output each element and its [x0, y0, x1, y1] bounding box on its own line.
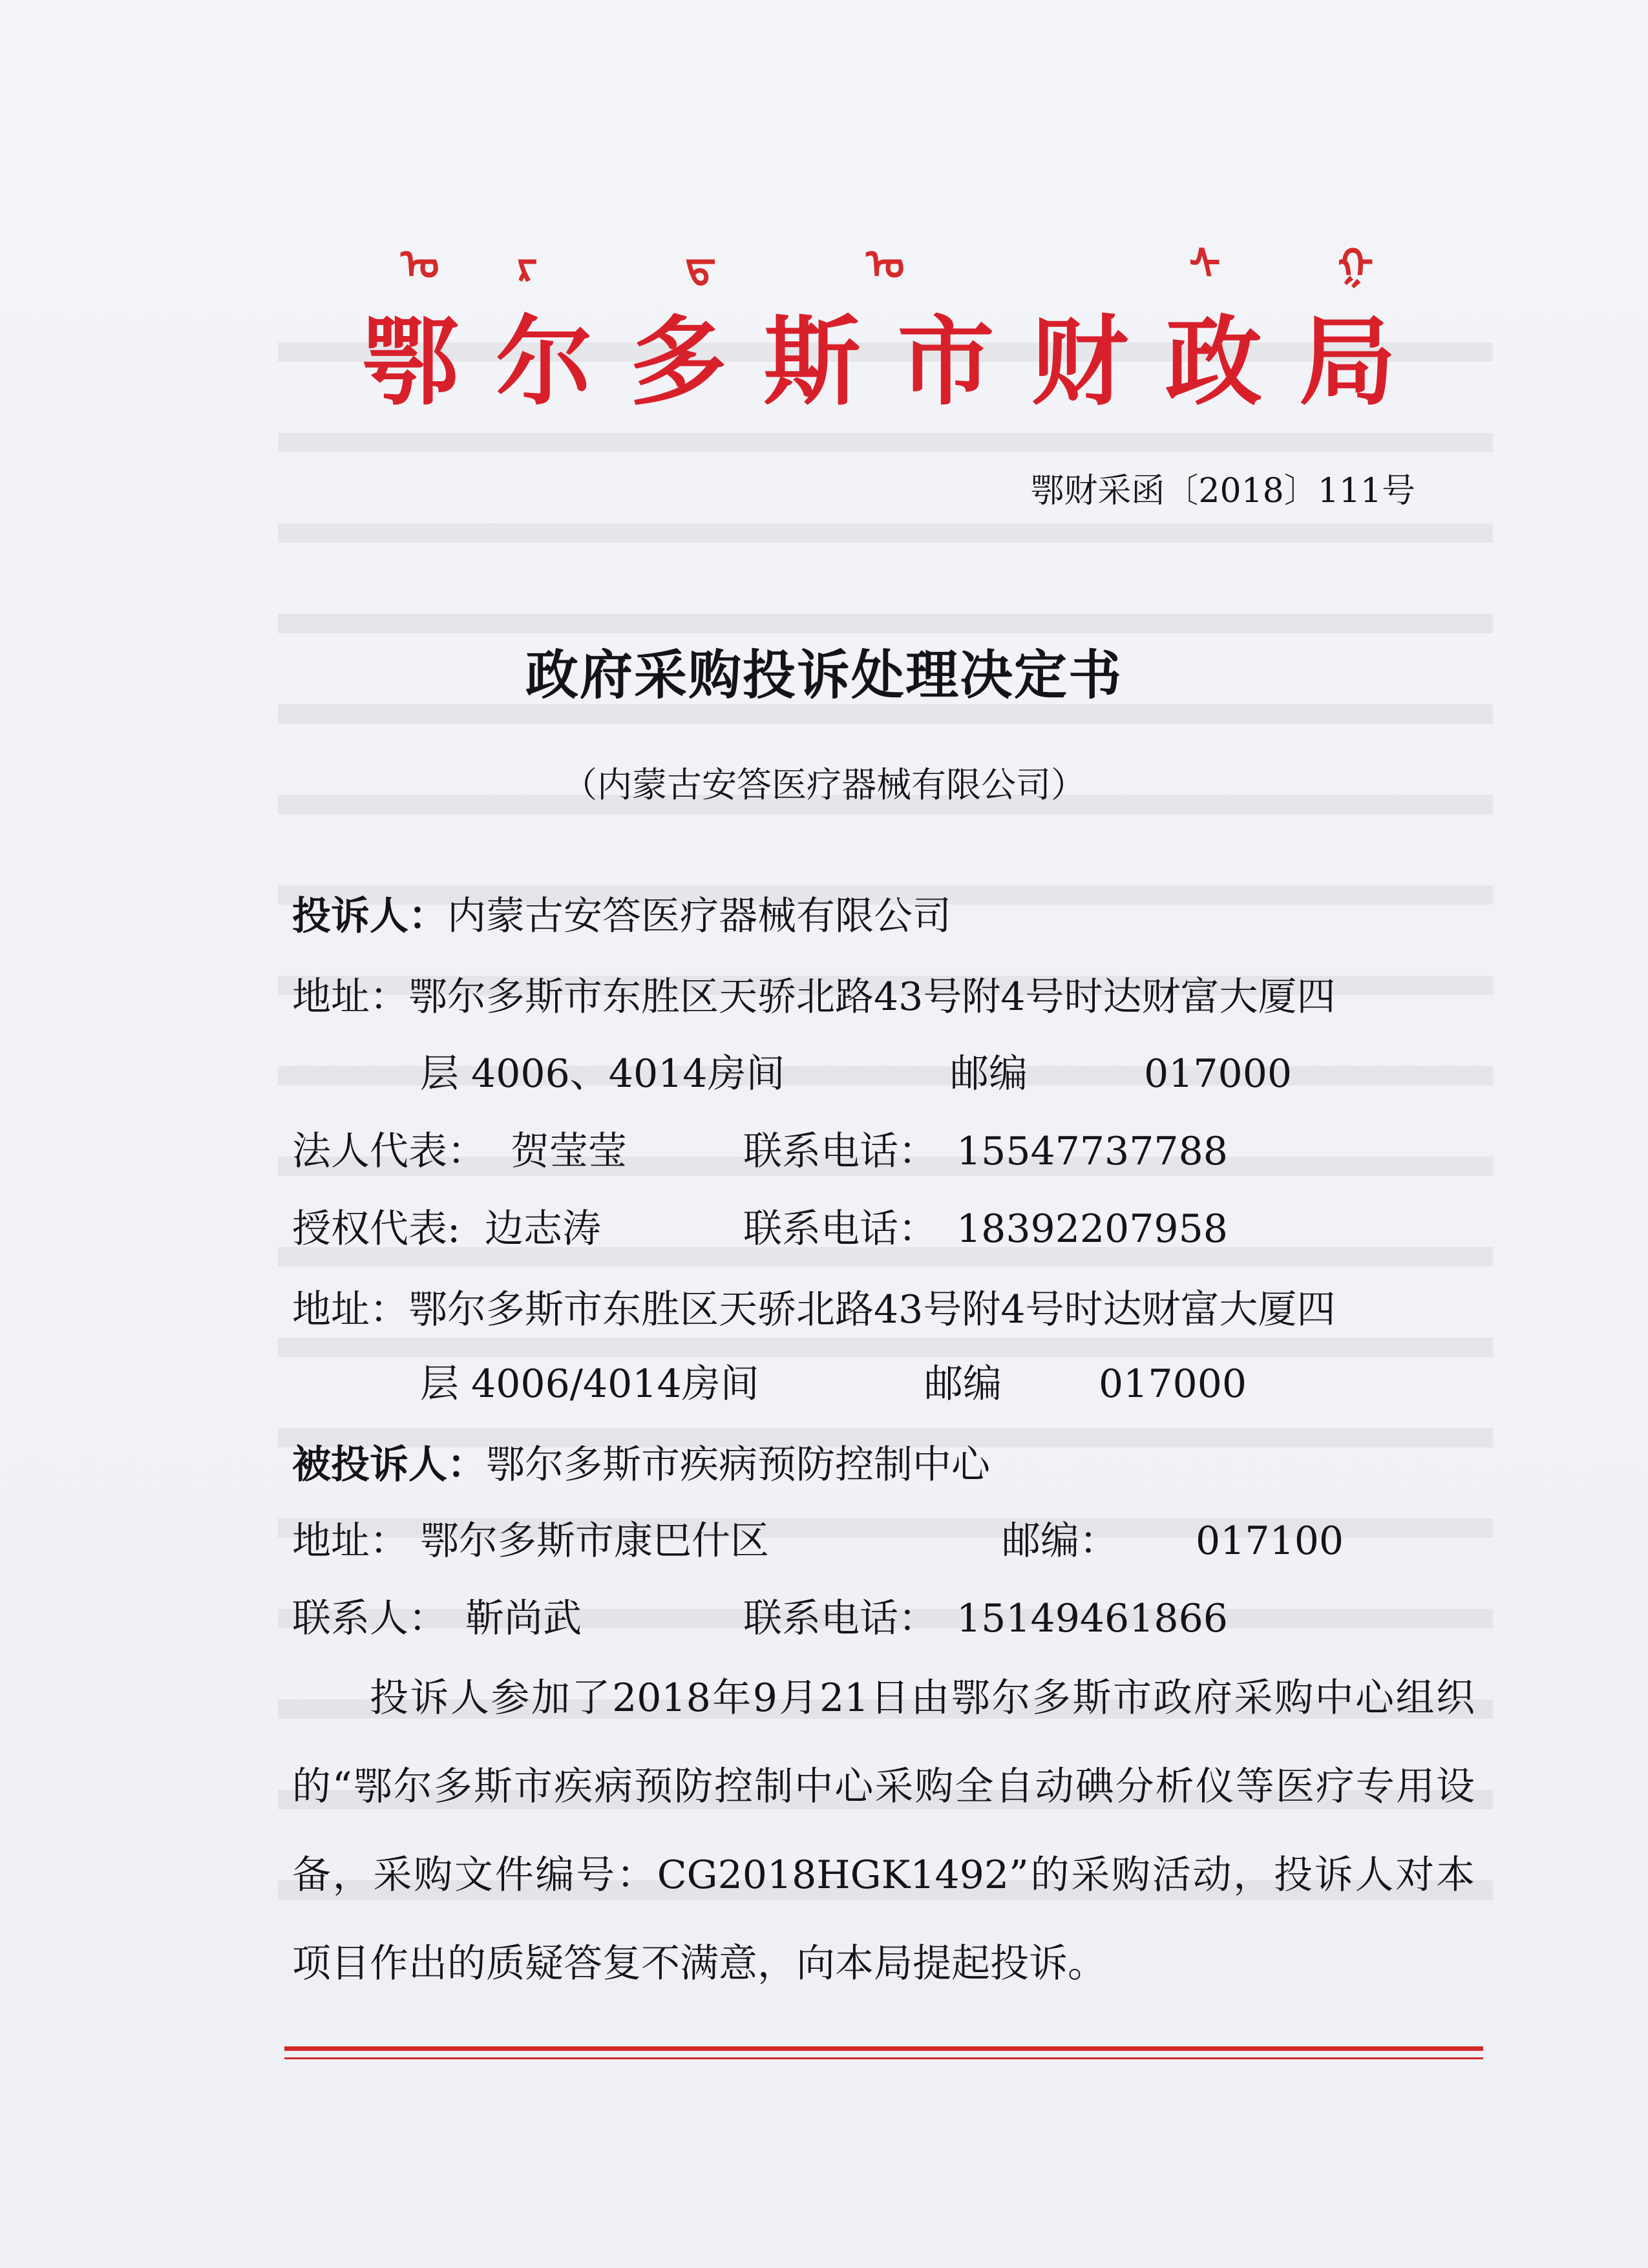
auth-rep-name: 边志涛 — [485, 1206, 601, 1252]
legal-rep-label: 法人代表： — [292, 1129, 486, 1174]
mongolian-glyph: ᠭ — [1338, 241, 1374, 289]
complainant-name: 内蒙古安答医疗器械有限公司 — [447, 894, 951, 939]
phone-label: 联系电话： — [743, 1129, 937, 1174]
mongolian-glyph: ᠣ — [866, 241, 905, 289]
legal-rep-phone: 15547737788 — [956, 1129, 1228, 1174]
auth-postcode: 017000 — [1099, 1361, 1247, 1407]
document-number: 鄂财采函〔2018〕111号 — [1030, 472, 1415, 510]
auth-address-line2: 层 4006/4014房间 — [420, 1361, 759, 1407]
address-label: 地址： — [292, 1287, 408, 1332]
contact-name: 靳尚武 — [465, 1596, 582, 1641]
issuer-title: 鄂尔多斯市财政局 — [362, 305, 1409, 419]
phone-label: 联系电话： — [743, 1596, 937, 1641]
address-label: 地址： — [292, 974, 408, 1020]
respondent-row — [292, 1436, 990, 1494]
respondent-address: 鄂尔多斯市康巴什区 — [420, 1518, 769, 1564]
complainant-address-line2: 层 4006、4014房间 — [420, 1051, 785, 1097]
contact-label: 联系人： — [292, 1596, 447, 1641]
complainant-postcode: 017000 — [1144, 1051, 1293, 1097]
auth-rep-label: 授权代表: — [292, 1206, 461, 1252]
footer-rule-thin — [284, 2057, 1483, 2059]
document-subtitle: （内蒙古安答医疗器械有限公司） — [562, 764, 1086, 805]
mongolian-glyph: ᠣ — [401, 241, 439, 289]
phone-label: 联系电话： — [743, 1206, 937, 1252]
respondent-phone: 15149461866 — [956, 1596, 1228, 1641]
mongolian-script-header — [388, 239, 1396, 291]
respondent-postcode: 017100 — [1196, 1518, 1344, 1564]
legal-rep-name: 贺莹莹 — [511, 1129, 627, 1174]
document-title: 政府采购投诉处理决定书 — [525, 644, 1123, 706]
complaint-paragraph: 投诉人参加了2018年9月21日由鄂尔多斯市政府采购中心组织的“鄂尔多斯市疾病预防控制中心采购全自动碘分析仪等医疗专用设备，采购文件编号：CG2018HGK1492”的采购活动，投诉人对本项目作出的质疑答复不满意，向本局提起投诉。 — [292, 1675, 1475, 1986]
complainant-label: 投诉人： — [292, 894, 447, 939]
postcode-label: 邮编： — [1002, 1518, 1118, 1564]
complainant-row — [292, 887, 951, 945]
respondent-label: 被投诉人： — [292, 1442, 486, 1487]
mongolian-glyph: ᠰ — [1189, 241, 1221, 289]
postcode-label: 邮编 — [950, 1051, 1028, 1097]
address-label: 地址： — [292, 1518, 408, 1564]
postcode-label: 邮编 — [924, 1361, 1002, 1407]
complainant-address-row — [292, 968, 1336, 1026]
auth-address-row — [292, 1281, 1336, 1339]
mongolian-glyph: ᠳ — [685, 241, 716, 289]
auth-rep-phone: 18392207958 — [956, 1206, 1228, 1252]
mongolian-glyph: ᠷ — [517, 241, 538, 289]
complainant-address-line1: 鄂尔多斯市东胜区天骄北路43号附4号时达财富大厦四 — [408, 974, 1336, 1020]
auth-address-line1: 鄂尔多斯市东胜区天骄北路43号附4号时达财富大厦四 — [408, 1287, 1336, 1332]
respondent-name: 鄂尔多斯市疾病预防控制中心 — [486, 1442, 990, 1487]
footer-rule-thick — [284, 2046, 1483, 2051]
